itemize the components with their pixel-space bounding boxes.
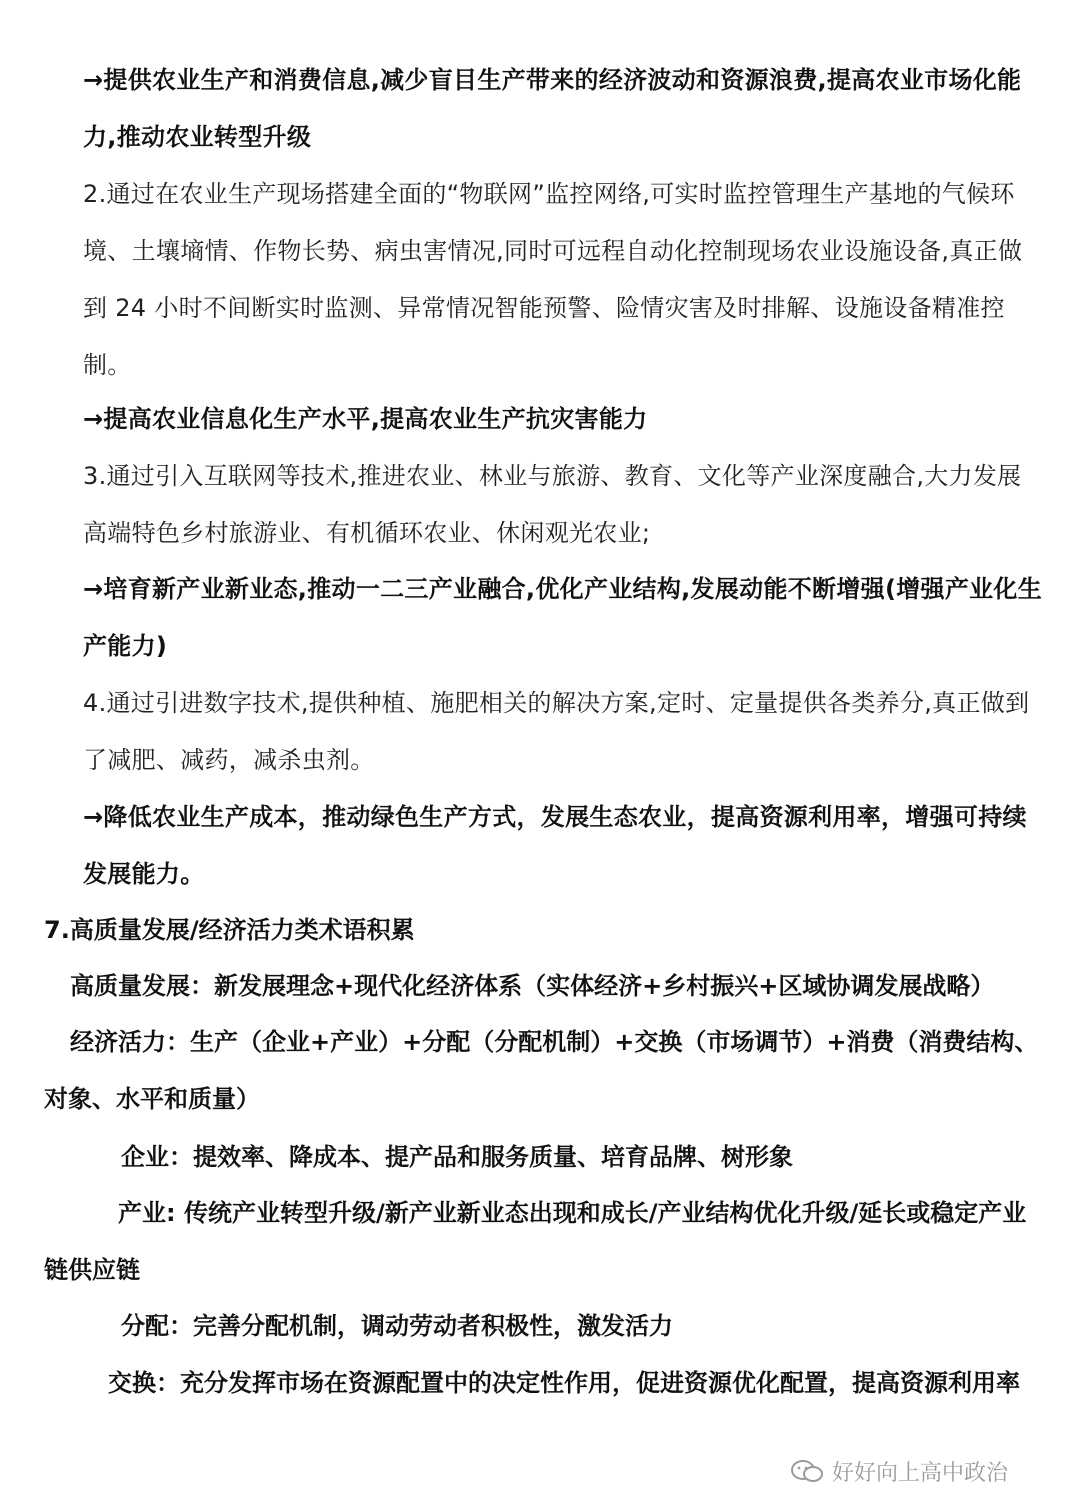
paragraph-internet-integration: 3.通过引入互联网等技术,推进农业、林业与旅游、教育、文化等产业深度融合,大力发展高端特色乡村旅游业、有机循环农业、休闲观光农业;: [83, 462, 1022, 547]
watermark: [790, 1458, 1008, 1484]
term-industry: 产业: 传统产业转型升级/新产业新业态出现和成长/产业结构优化升级/延长或稳定产业链供应链: [44, 1199, 1027, 1284]
paragraph-green-production: →降低农业生产成本，推动绿色生产方式，发展生态农业，提高资源利用率，增强可持续发展能力。: [83, 803, 1027, 888]
paragraph-informatization: →提高农业信息化生产水平,提高农业生产抗灾害能力: [83, 405, 648, 433]
term-exchange: 交换：充分发挥市场在资源配置中的决定性作用，促进资源优化配置，提高资源利用率: [108, 1369, 1020, 1397]
term-enterprise: 企业：提效率、降成本、提产品和服务质量、培育品牌、树形象: [121, 1143, 793, 1171]
paragraph-market-info: →提供农业生产和消费信息,减少盲目生产带来的经济波动和资源浪费,提高农业市场化能力,推动农业转型升级: [83, 66, 1022, 151]
term-distribution: 分配：完善分配机制，调动劳动者积极性，激发活力: [121, 1312, 673, 1340]
paragraph-new-industries: →培育新产业新业态,推动一二三产业融合,优化产业结构,发展动能不断增强(增强产业化生产能力): [83, 575, 1043, 660]
paragraph-iot-monitoring: 2.通过在农业生产现场搭建全面的“物联网”监控网络,可实时监控管理生产基地的气候环境、土壤墒情、作物长势、病虫害情况,同时可远程自动化控制现场农业设施设备,真正做到 24 小时不间断实时监测、异常情况智能预警、险情灾害及时排解、设施设备精准控制。: [83, 180, 1023, 379]
term-economic-vitality: 经济活力：生产（企业+产业）+分配（分配机制）+交换（市场调节）+消费（消费结构、对象、水平和质量）: [44, 1028, 1039, 1113]
wechat-icon: [790, 1459, 824, 1483]
section-heading: 7.高质量发展/经济活力类术语积累: [44, 916, 415, 944]
paragraph-digital-tech: 4.通过引进数字技术,提供种植、施肥相关的解决方案,定时、定量提供各类养分,真正做到了减肥、减药，减杀虫剂。: [83, 689, 1030, 774]
term-high-quality: 高质量发展：新发展理念+现代化经济体系（实体经济+乡村振兴+区域协调发展战略）: [70, 972, 995, 1000]
watermark-text: 好好向上高中政治: [832, 1460, 1009, 1486]
